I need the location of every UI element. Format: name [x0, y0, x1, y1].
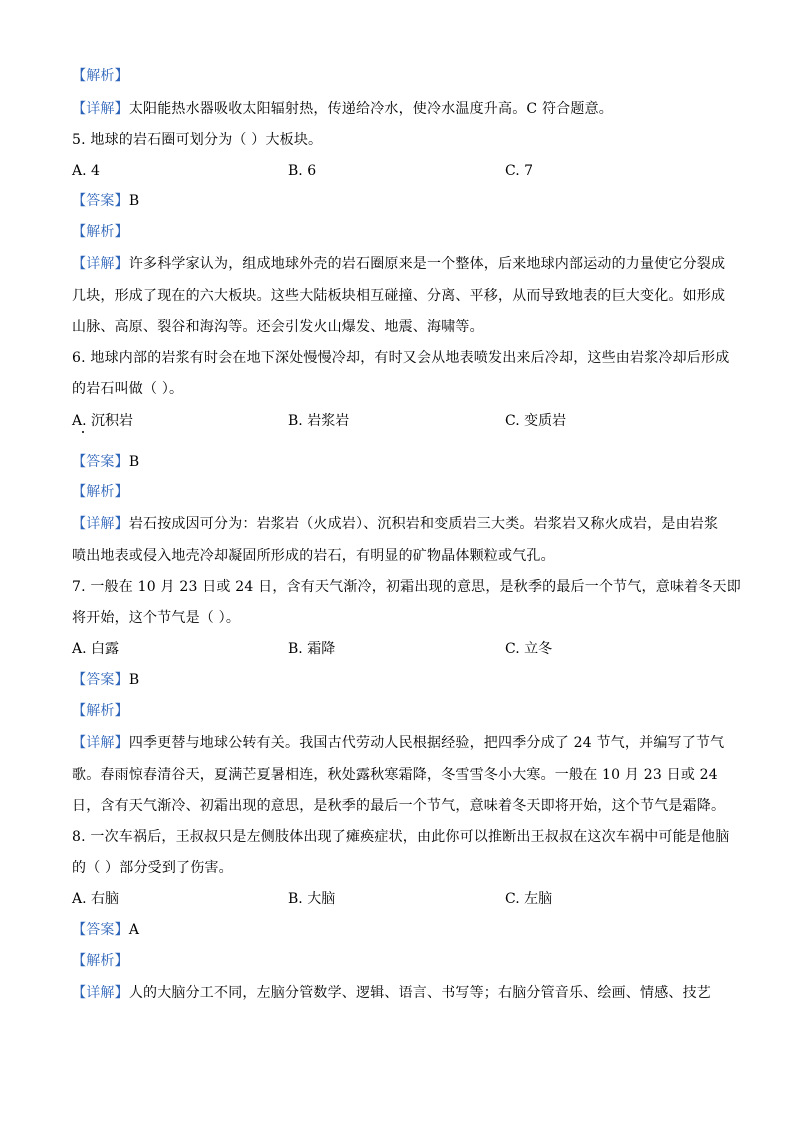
answer-7: 【答案】B [72, 672, 140, 688]
question-8-line-2: 的（ ）部分受到了伤害。 [72, 860, 233, 876]
detail-6-line-2: 喷出地表或侵入地壳冷却凝固所形成的岩石，有明显的矿物晶体颗粒或气孔。 [72, 548, 555, 564]
question-7-line-2: 将开始，这个节气是（ ）。 [72, 610, 241, 626]
detail-8-line-1: 【详解】人的大脑分工不同，左脑分管数学、逻辑、语言、书写等；右脑分管音乐、绘画、情感、技艺 [72, 985, 712, 1001]
detail-5-line-3: 山脉、高原、裂谷和海沟等。还会引发火山爆发、地震、海啸等。 [72, 319, 484, 335]
question-6-line-1: 6. 地球内部的岩浆有时会在地下深处慢慢冷却，有时又会从地表喷发出来后冷却，这些由岩浆冷却后形成 [72, 350, 730, 366]
question-6-line-2: 的岩石叫做（ ）。 [72, 381, 184, 397]
option-b: B. 岩浆岩 [288, 413, 350, 429]
stray-dot [82, 431, 84, 433]
option-c: C. 变质岩 [505, 413, 567, 429]
option-a: A. 沉积岩 [72, 413, 134, 429]
analysis-label-1: 【解析】 [72, 68, 129, 84]
option-a: A. 右脑 [72, 891, 120, 907]
option-c: C. 7 [505, 163, 534, 179]
option-c: C. 立冬 [505, 641, 553, 657]
analysis-label-7: 【解析】 [72, 703, 129, 719]
detail-7-line-2: 歌。春雨惊春清谷天，夏满芒夏暑相连，秋处露秋寒霜降，冬雪雪冬小大寒。一般在 10 月 23 日或 24 [72, 767, 718, 783]
option-c: C. 左脑 [505, 891, 553, 907]
answer-5: 【答案】B [72, 193, 140, 209]
answer-6: 【答案】B [72, 454, 140, 470]
option-a: A. 4 [72, 163, 100, 179]
detail-5-line-2: 几块，形成了现在的六大板块。这些大陆板块相互碰撞、分离、平移，从而导致地表的巨大变化。如形成 [72, 288, 726, 304]
detail-line: 【详解】太阳能热水器吸收太阳辐射热，传递给冷水，使冷水温度升高。C 符合题意。 [72, 101, 613, 117]
option-a: A. 白露 [72, 641, 120, 657]
detail-6-line-1: 【详解】岩石按成因可分为：岩浆岩（火成岩）、沉积岩和变质岩三大类。岩浆岩又称火成岩，是由岩浆 [72, 516, 719, 532]
option-b: B. 大脑 [288, 891, 336, 907]
analysis-label-5: 【解析】 [72, 224, 129, 240]
option-b: B. 6 [288, 163, 317, 179]
question-7-options [72, 639, 732, 659]
question-5: 5. 地球的岩石圈可划分为（ ）大板块。 [72, 132, 323, 148]
question-8-line-1: 8. 一次车祸后，王叔叔只是左侧肢体出现了瘫痪症状，由此你可以推断出王叔叔在这次车祸中可能是他脑 [72, 829, 730, 845]
detail-7-line-3: 日，含有天气渐冷、初霜出现的意思，是秋季的最后一个节气，意味着冬天即将开始，这个节气是霜降。 [72, 798, 726, 814]
question-5-options [72, 161, 732, 181]
option-b: B. 霜降 [288, 641, 336, 657]
analysis-label-8: 【解析】 [72, 953, 129, 969]
question-7-line-1: 7. 一般在 10 月 23 日或 24 日，含有天气渐冷，初霜出现的意思，是秋季的最后一个节气，意味着冬天即 [72, 579, 741, 595]
answer-8: 【答案】A [72, 922, 140, 938]
analysis-label-6: 【解析】 [72, 484, 129, 500]
detail-5-line-1: 【详解】许多科学家认为，组成地球外壳的岩石圈原来是一个整体，后来地球内部运动的力量使它分裂成 [72, 256, 726, 272]
detail-7-line-1: 【详解】四季更替与地球公转有关。我国古代劳动人民根据经验，把四季分成了 24 节气，并编写了节气 [72, 735, 725, 751]
question-6-options [72, 411, 732, 431]
question-8-options [72, 889, 732, 909]
